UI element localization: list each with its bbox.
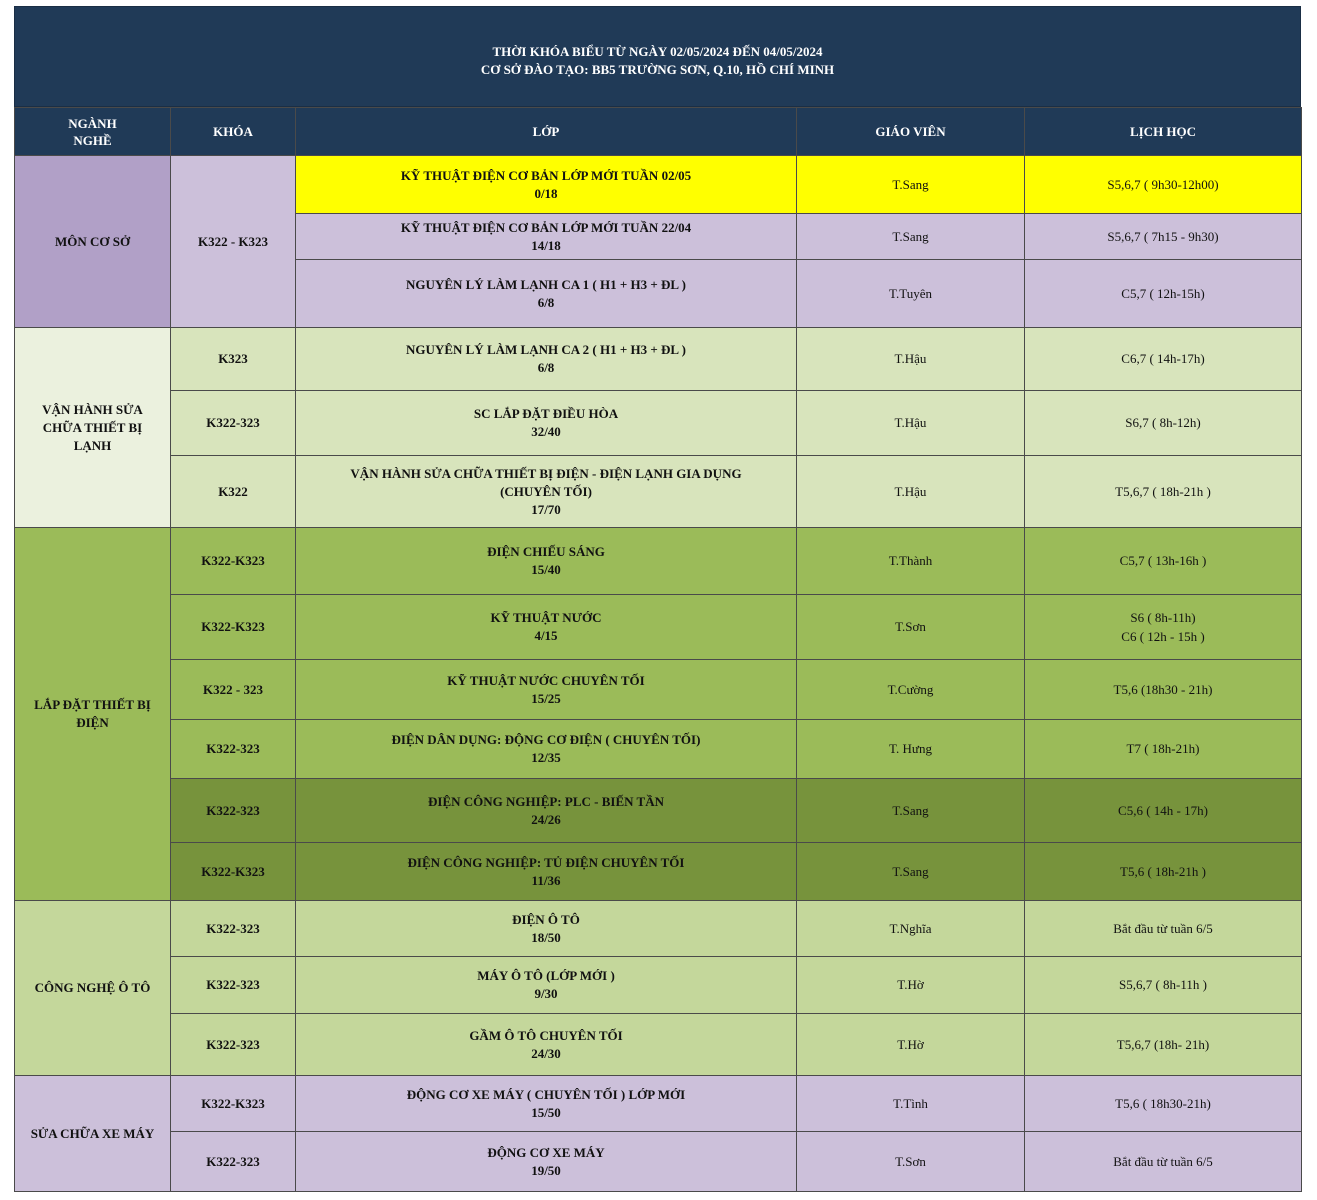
giao-vien-cell: T.Tuyên [797, 260, 1025, 328]
table-row [15, 720, 1302, 779]
table-row [15, 456, 1302, 528]
khoa-cell: K322 - 323 [171, 660, 296, 720]
table-row [15, 1076, 1302, 1132]
lich-hoc-cell: T5,6,7 ( 18h-21h ) [1025, 456, 1302, 528]
giao-vien-cell: T. Hưng [797, 720, 1025, 779]
lop-cell: ĐỘNG CƠ XE MÁY 19/50 [296, 1132, 797, 1192]
table-row [15, 901, 1302, 957]
table-row [15, 1132, 1302, 1192]
khoa-cell: K322-323 [171, 957, 296, 1014]
giao-vien-cell: T.Hậu [797, 391, 1025, 456]
lop-cell: VẬN HÀNH SỬA CHỮA THIẾT BỊ ĐIỆN - ĐIỆN LẠNH GIA DỤNG (CHUYÊN TỐI) 17/70 [296, 456, 797, 528]
khoa-cell: K322-K323 [171, 1076, 296, 1132]
khoa-cell: K322 - K323 [171, 156, 296, 328]
schedule-table [14, 107, 1302, 1192]
giao-vien-cell: T.Tình [797, 1076, 1025, 1132]
lop-cell: NGUYÊN LÝ LÀM LẠNH CA 1 ( H1 + H3 + ĐL ) 6/8 [296, 260, 797, 328]
table-row [15, 328, 1302, 391]
header-giao-vien: GIÁO VIÊN [797, 108, 1025, 156]
lich-hoc-cell: C5,7 ( 13h-16h ) [1025, 528, 1302, 595]
khoa-cell: K322-323 [171, 720, 296, 779]
giao-vien-cell: T.Sơn [797, 595, 1025, 660]
lich-hoc-cell: T5,6 (18h30 - 21h) [1025, 660, 1302, 720]
lich-hoc-cell: T5,6,7 (18h- 21h) [1025, 1014, 1302, 1076]
table-row [15, 156, 1302, 214]
header-lop: LỚP [296, 108, 797, 156]
giao-vien-cell: T.Sang [797, 843, 1025, 901]
schedule-title: THỜI KHÓA BIỂU TỪ NGÀY 02/05/2024 ĐẾN 04/05/2024 [492, 43, 823, 59]
table-row [15, 843, 1302, 901]
lop-cell: MÁY Ô TÔ (LỚP MỚI ) 9/30 [296, 957, 797, 1014]
group-xe-may: SỬA CHỮA XE MÁY [15, 1076, 171, 1192]
lop-cell: KỸ THUẬT ĐIỆN CƠ BẢN LỚP MỚI TUẦN 02/05 0/18 [296, 156, 797, 214]
giao-vien-cell: T.Hờ [797, 1014, 1025, 1076]
khoa-cell: K322-323 [171, 391, 296, 456]
table-row [15, 528, 1302, 595]
group-van-hanh: VẬN HÀNH SỬA CHỮA THIẾT BỊ LẠNH [15, 328, 171, 528]
khoa-cell: K322-K323 [171, 843, 296, 901]
header-nganh-nghe: NGÀNH NGHỀ [15, 108, 171, 156]
table-row [15, 779, 1302, 843]
lich-hoc-cell: C5,7 ( 12h-15h) [1025, 260, 1302, 328]
header-row [15, 108, 1302, 156]
lop-cell: ĐỘNG CƠ XE MÁY ( CHUYÊN TỐI ) LỚP MỚI 15/50 [296, 1076, 797, 1132]
schedule-title-bar [14, 6, 1301, 107]
lich-hoc-cell: C6,7 ( 14h-17h) [1025, 328, 1302, 391]
lich-hoc-cell: S6 ( 8h-11h) C6 ( 12h - 15h ) [1025, 595, 1302, 660]
lich-hoc-cell: C5,6 ( 14h - 17h) [1025, 779, 1302, 843]
lich-hoc-cell: Bắt đầu từ tuần 6/5 [1025, 1132, 1302, 1192]
khoa-cell: K322-K323 [171, 528, 296, 595]
giao-vien-cell: T.Cường [797, 660, 1025, 720]
lich-hoc-cell: T5,6 ( 18h30-21h) [1025, 1076, 1302, 1132]
lop-cell: KỸ THUẬT NƯỚC 4/15 [296, 595, 797, 660]
lop-cell: ĐIỆN CÔNG NGHIỆP: TỦ ĐIỆN CHUYÊN TỐI 11/36 [296, 843, 797, 901]
giao-vien-cell: T.Thành [797, 528, 1025, 595]
giao-vien-cell: T.Sang [797, 214, 1025, 260]
lich-hoc-cell: T7 ( 18h-21h) [1025, 720, 1302, 779]
group-mon-co-so: MÔN CƠ SỞ [15, 156, 171, 328]
lich-hoc-cell: S5,6,7 ( 9h30-12h00) [1025, 156, 1302, 214]
table-row [15, 660, 1302, 720]
lop-cell: KỸ THUẬT NƯỚC CHUYÊN TỐI 15/25 [296, 660, 797, 720]
lich-hoc-cell: S6,7 ( 8h-12h) [1025, 391, 1302, 456]
table-row [15, 957, 1302, 1014]
lop-cell: SC LẮP ĐẶT ĐIỀU HÒA 32/40 [296, 391, 797, 456]
giao-vien-cell: T.Hờ [797, 957, 1025, 1014]
lich-hoc-cell: S5,6,7 ( 8h-11h ) [1025, 957, 1302, 1014]
header-khoa: KHÓA [171, 108, 296, 156]
khoa-cell: K322-K323 [171, 595, 296, 660]
schedule-location: CƠ SỞ ĐÀO TẠO: BB5 TRƯỜNG SƠN, Q.10, HỒ CHÍ MINH [480, 61, 835, 77]
khoa-cell: K322 [171, 456, 296, 528]
giao-vien-cell: T.Sơn [797, 1132, 1025, 1192]
lop-cell: KỸ THUẬT ĐIỆN CƠ BẢN LỚP MỚI TUẦN 22/04 14/18 [296, 214, 797, 260]
khoa-cell: K322-323 [171, 901, 296, 957]
lop-cell: NGUYÊN LÝ LÀM LẠNH CA 2 ( H1 + H3 + ĐL ) 6/8 [296, 328, 797, 391]
lop-cell: ĐIỆN CHIẾU SÁNG 15/40 [296, 528, 797, 595]
giao-vien-cell: T.Sang [797, 156, 1025, 214]
lich-hoc-cell: Bắt đầu từ tuần 6/5 [1025, 901, 1302, 957]
table-row [15, 391, 1302, 456]
lop-cell: ĐIỆN Ô TÔ 18/50 [296, 901, 797, 957]
lop-cell: ĐIỆN DÂN DỤNG: ĐỘNG CƠ ĐIỆN ( CHUYÊN TỐI) 12/35 [296, 720, 797, 779]
lich-hoc-cell: S5,6,7 ( 7h15 - 9h30) [1025, 214, 1302, 260]
group-o-to: CÔNG NGHỆ Ô TÔ [15, 901, 171, 1076]
lich-hoc-cell: T5,6 ( 18h-21h ) [1025, 843, 1302, 901]
khoa-cell: K322-323 [171, 779, 296, 843]
table-row [15, 595, 1302, 660]
lop-cell: ĐIỆN CÔNG NGHIỆP: PLC - BIẾN TẦN 24/26 [296, 779, 797, 843]
khoa-cell: K322-323 [171, 1132, 296, 1192]
khoa-cell: K322-323 [171, 1014, 296, 1076]
khoa-cell: K323 [171, 328, 296, 391]
giao-vien-cell: T.Nghĩa [797, 901, 1025, 957]
giao-vien-cell: T.Hậu [797, 456, 1025, 528]
giao-vien-cell: T.Sang [797, 779, 1025, 843]
table-row [15, 1014, 1302, 1076]
lop-cell: GẦM Ô TÔ CHUYÊN TỐI 24/30 [296, 1014, 797, 1076]
header-lich-hoc: LỊCH HỌC [1025, 108, 1302, 156]
group-lap-dat: LẮP ĐẶT THIẾT BỊ ĐIỆN [15, 528, 171, 901]
giao-vien-cell: T.Hậu [797, 328, 1025, 391]
